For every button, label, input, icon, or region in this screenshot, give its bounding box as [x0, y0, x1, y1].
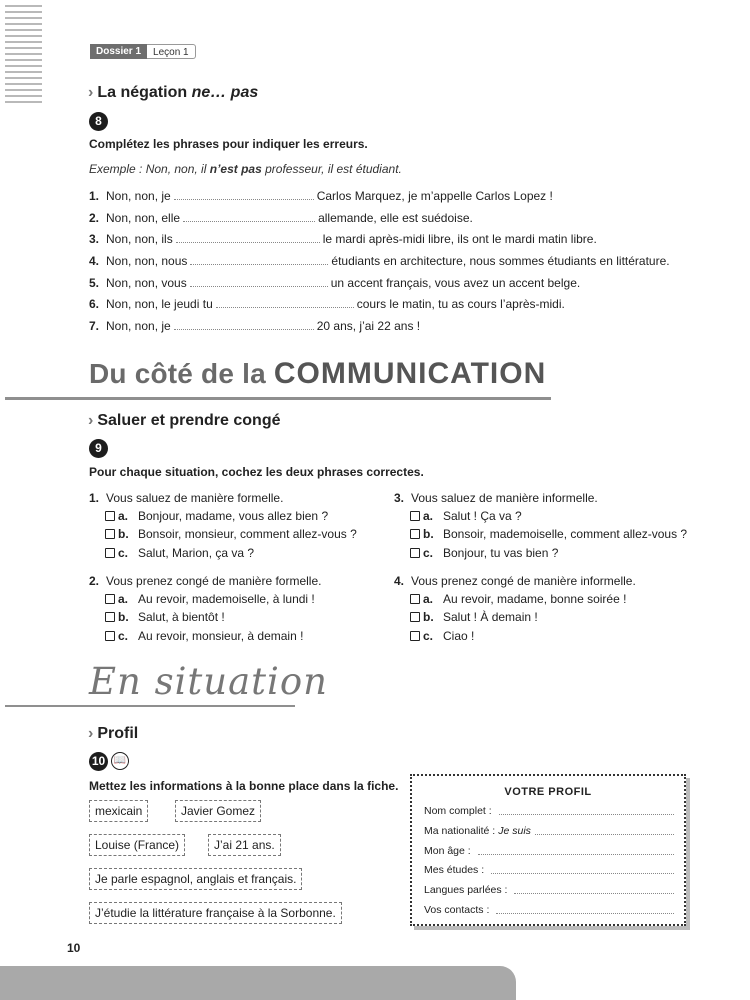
instruction-9: Pour chaque situation, cochez les deux phrases correctes.: [89, 465, 424, 479]
lesson-tag: [90, 44, 196, 59]
checkbox[interactable]: [410, 511, 420, 521]
sentence-item: 7. Non, non, je 20 ans, j’ai 22 ans !: [89, 319, 421, 334]
footer-bar: [0, 966, 516, 1000]
answer-blank[interactable]: [174, 189, 314, 200]
option-row[interactable]: c. Au revoir, monsieur, à demain !: [89, 627, 389, 645]
chevron-right-icon: ›: [88, 725, 94, 742]
exercise-number-8: 8: [89, 112, 108, 131]
dossier-label: Dossier 1: [90, 44, 147, 59]
decorative-stripes: [5, 5, 42, 103]
info-chip[interactable]: mexicain: [89, 800, 148, 822]
info-chip[interactable]: Javier Gomez: [175, 800, 261, 822]
question-3: 3. Vous saluez de manière informelle. a. Salut ! Ça va ? b. Bonsoir, mademoiselle, comment allez-vous ? c. Bonjour, tu vas bien ?: [394, 489, 694, 562]
answer-blank[interactable]: [190, 276, 328, 287]
checkbox[interactable]: [410, 631, 420, 641]
option-row[interactable]: c. Ciao !: [394, 627, 694, 645]
answer-blank[interactable]: [216, 297, 354, 308]
section-divider: [5, 705, 295, 707]
option-row[interactable]: b. Bonsoir, mademoiselle, comment allez-vous ?: [394, 525, 694, 543]
question-4: 4. Vous prenez congé de manière informelle. a. Au revoir, madame, bonne soirée ! b. Salut ! À demain ! c. Ciao !: [394, 572, 694, 645]
instruction-8: Complétez les phrases pour indiquer les erreurs.: [89, 137, 368, 151]
answer-blank[interactable]: [190, 254, 328, 265]
profile-card: [410, 774, 686, 926]
profile-field-nationality[interactable]: Ma nationalité : Je suis: [412, 822, 684, 842]
checkbox[interactable]: [105, 511, 115, 521]
answer-blank[interactable]: [174, 319, 314, 330]
option-row[interactable]: a. Au revoir, mademoiselle, à lundi !: [89, 590, 389, 608]
profile-field-studies[interactable]: Mes études :: [412, 861, 684, 881]
chevron-right-icon: ›: [88, 84, 94, 101]
section-title-negation: › La négation ne… pas: [88, 84, 259, 101]
info-chip[interactable]: Je parle espagnol, anglais et français.: [89, 868, 302, 890]
info-chip[interactable]: Louise (France): [89, 834, 185, 856]
sentence-item: 1. Non, non, je Carlos Marquez, je m’appelle Carlos Lopez !: [89, 189, 553, 203]
answer-blank[interactable]: [176, 232, 320, 243]
profile-field-languages[interactable]: Langues parlées :: [412, 881, 684, 901]
option-row[interactable]: c. Bonjour, tu vas bien ?: [394, 544, 694, 562]
exercise-number-9: 9: [89, 439, 108, 458]
profile-title: VOTRE PROFIL: [504, 786, 592, 798]
chevron-right-icon: ›: [88, 412, 94, 429]
option-row[interactable]: b. Salut ! À demain !: [394, 608, 694, 626]
checkbox[interactable]: [105, 548, 115, 558]
question-2: 2. Vous prenez congé de manière formelle. a. Au revoir, mademoiselle, à lundi ! b. Salut, à bientôt ! c. Au revoir, monsieur, à demain !: [89, 572, 389, 645]
checkbox[interactable]: [105, 612, 115, 622]
checkbox[interactable]: [410, 594, 420, 604]
communication-heading: Du côté de la COMMUNICATION: [89, 357, 547, 390]
option-row[interactable]: b. Bonsoir, monsieur, comment allez-vous ?: [89, 525, 389, 543]
checkbox[interactable]: [105, 631, 115, 641]
section-title-profil: › Profil: [88, 725, 139, 742]
negation-sentences: [89, 188, 709, 340]
checkbox[interactable]: [105, 529, 115, 539]
checkbox[interactable]: [410, 529, 420, 539]
sentence-item: 2. Non, non, elle allemande, elle est suédoise.: [89, 210, 473, 225]
situation-heading: En situation: [89, 660, 328, 703]
option-row[interactable]: a. Au revoir, madame, bonne soirée !: [394, 590, 694, 608]
profile-field-name[interactable]: Nom complet :: [412, 802, 684, 822]
info-chip[interactable]: J’étudie la littérature française à la Sorbonne.: [89, 902, 342, 924]
option-row[interactable]: c. Salut, Marion, ça va ?: [89, 544, 389, 562]
book-icon: 📖: [111, 752, 129, 770]
checkbox[interactable]: [410, 612, 420, 622]
sentence-item: 6. Non, non, le jeudi tu cours le matin, tu as cours l’après-midi.: [89, 297, 565, 312]
answer-blank[interactable]: [183, 211, 315, 222]
lecon-label: Leçon 1: [147, 44, 196, 59]
sentence-item: 4. Non, non, nous étudiants en architecture, nous sommes étudiants en littérature.: [89, 254, 670, 269]
checkbox[interactable]: [105, 594, 115, 604]
profile-field-contacts[interactable]: Vos contacts :: [412, 901, 684, 921]
option-row[interactable]: a. Bonjour, madame, vous allez bien ?: [89, 507, 389, 525]
option-row[interactable]: b. Salut, à bientôt !: [89, 608, 389, 626]
sentence-item: 5. Non, non, vous un accent français, vous avez un accent belge.: [89, 275, 581, 290]
example-8: Exemple : Non, non, il n’est pas professeur, il est étudiant.: [89, 162, 402, 176]
page-number: 10: [67, 941, 81, 955]
question-1: 1. Vous saluez de manière formelle. a. Bonjour, madame, vous allez bien ? b. Bonsoir, monsieur, comment allez-vous ? c. Salut, Marion, ça va ?: [89, 489, 389, 562]
checkbox[interactable]: [410, 548, 420, 558]
option-row[interactable]: a. Salut ! Ça va ?: [394, 507, 694, 525]
section-divider: [5, 397, 551, 400]
profile-field-age[interactable]: Mon âge :: [412, 842, 684, 862]
section-title-saluer: › Saluer et prendre congé: [88, 412, 281, 429]
instruction-10: Mettez les informations à la bonne place dans la fiche.: [89, 779, 399, 793]
sentence-item: 3. Non, non, ils le mardi après-midi libre, ils ont le mardi matin libre.: [89, 232, 597, 247]
info-chip[interactable]: J’ai 21 ans.: [208, 834, 281, 856]
exercise-number-10: 10: [89, 752, 108, 771]
